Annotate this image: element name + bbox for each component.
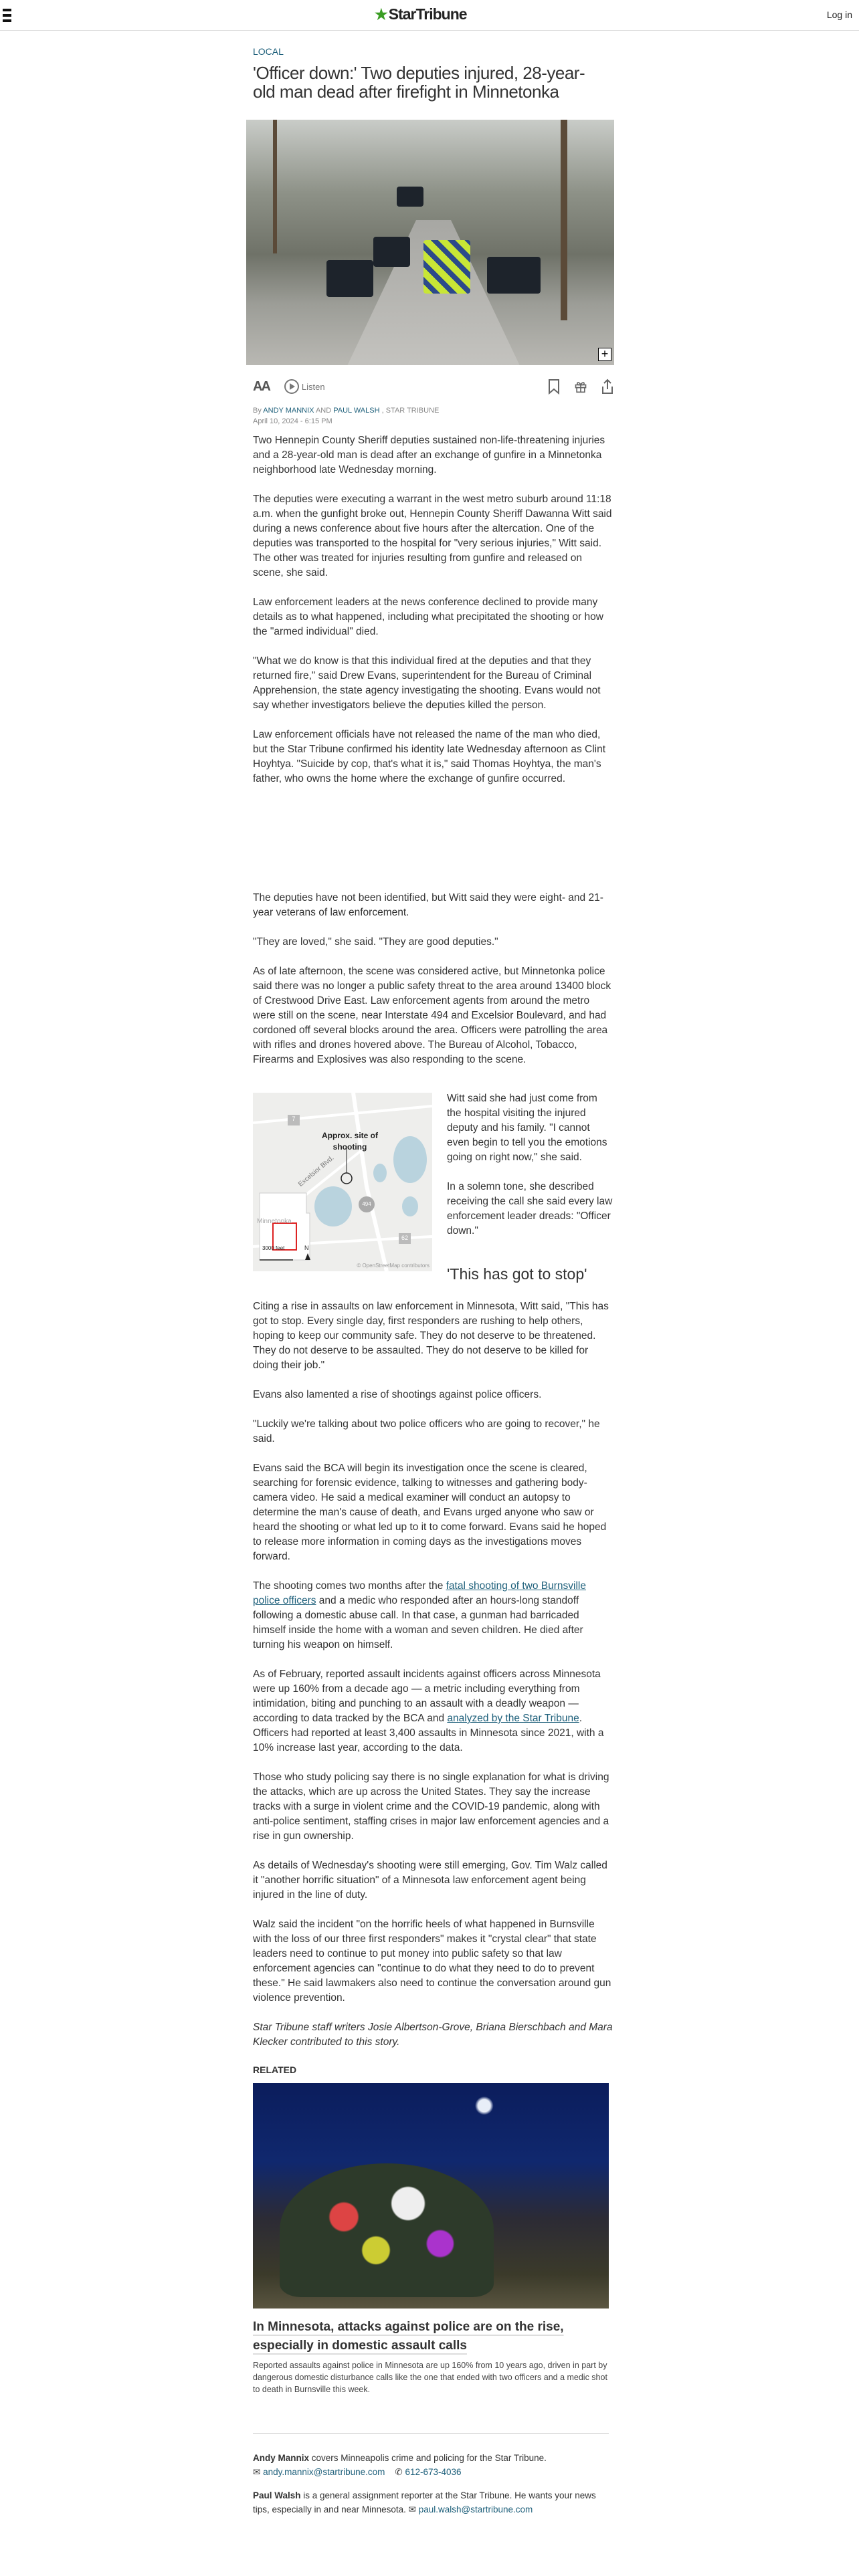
- burnsville-shooting-link[interactable]: fatal shooting of two Burnsville police officers: [253, 1580, 586, 1606]
- section-label[interactable]: LOCAL: [253, 46, 284, 57]
- paragraph: Evans said the BCA will begin its investigation once the scene is cleared, searching for forensic evidence, talking to witnesses and gathering body-camera video. He said a medical examiner will conduct an autopsy to determine the man's cause of death, and Evans urged anyone who saw or heard the shooting or what led up to it to come forward. Evans said he hoped to release more information in coming days as the investigations moves forward.: [253, 1463, 607, 1562]
- byline: By ANDY MANNIX AND PAUL WALSH , STAR TRIBUNE April 10, 2024 - 6:15 PM: [253, 407, 440, 425]
- author-bio: Paul Walsh is a general assignment reporter at the Star Tribune. He wants your news tips, especially in and near Minnesota. ✉ paul.walsh@startribune.com: [253, 2490, 596, 2514]
- article-toolbar: [253, 373, 614, 400]
- top-bar: [0, 0, 859, 31]
- play-icon: [284, 379, 299, 394]
- article-title: 'Officer down:' Two deputies injured, 28-year-old man dead after firefight in Minnetonka: [253, 63, 585, 102]
- paragraph: The deputies have not been identified, but Witt said they were eight- and 21-year veterans of law enforcement.: [253, 892, 603, 918]
- paragraph: As details of Wednesday's shooting were still emerging, Gov. Tim Walz called it "another horrific situation" of a Minnesota law enforcement agent being injured in the line of duty.: [253, 1860, 607, 1901]
- star-icon: ★: [375, 5, 387, 23]
- subheading: 'This has got to stop': [447, 1265, 587, 1283]
- login-link[interactable]: Log in: [826, 9, 852, 20]
- paragraph: As of February, reported assault incidents against officers across Minnesota were up 160% from a decade ago — a metric including everything from intimidation, biting and punching to an assault with a deadly weapon — according to data tracked by the BCA and analyzed by the Star Tribune. Officers had reported at least 3,400 assaults in Minnesota since 2021, with a 10% increase last year, according to the data.: [253, 1669, 604, 1753]
- expand-image-button[interactable]: +: [598, 348, 611, 361]
- paragraph: As of late afternoon, the scene was considered active, but Minnetonka police said there was no longer a public safety threat to the area around 13400 block of Crestwood Drive East. Law enforcement agents from around the metro were still on the scene, near Interstate 494 and Excelsior Boulevard, and had cordoned off several blocks around the area. Officers were patrolling the area with rifles and drones hovered above. The Bureau of Alcohol, Tobacco, Firearms and Explosives was also responding to the scene.: [253, 966, 611, 1065]
- highway-7-label: 7: [292, 1115, 296, 1122]
- article-body: [253, 433, 614, 2050]
- phone-icon: ✆: [395, 2467, 403, 2477]
- author-phone-link[interactable]: 612-673-4036: [405, 2467, 462, 2477]
- paragraph: Walz said the incident "on the horrific heels of what happened in Burnsville with the loss of our three first responders" makes it "crystal clear" that state leaders need to continue to put money into public safety so that law enforcement agencies can "continue to do what they need to do to prevent these." He said lawmakers also need to continue the conversation around gun violence prevention.: [253, 1919, 611, 2004]
- map-credit: © OpenStreetMap contributors: [357, 1263, 430, 1269]
- paragraph: Witt said she had just come from the hospital visiting the injured deputy and his family. "I cannot even begin to tell you the emotions going on right now," she said.: [447, 1093, 607, 1163]
- paragraph: "They are loved," she said. "They are good deputies.": [253, 936, 498, 948]
- highway-494-label: 494: [362, 1201, 371, 1207]
- paragraph: Two Hennepin County Sheriff deputies sustained non-life-threatening injuries and a 28-year-old man is dead after an exchange of gunfire in a Minnetonka neighborhood late Wednesday morning.: [253, 435, 605, 475]
- related-image[interactable]: [253, 2083, 609, 2309]
- related-summary: Reported assaults against police in Minnesota are up 160% from 10 years ago, driven in part by dangerous domestic disturbance calls like the one that ended with two officers and a medic shot to death in Burnsville this week.: [253, 2361, 607, 2394]
- related-article-link[interactable]: In Minnesota, attacks against police are on the rise, especially in domestic assault calls: [253, 2320, 564, 2353]
- publish-date: April 10, 2024 - 6:15 PM: [253, 417, 332, 425]
- paragraph: Law enforcement officials have not released the name of the man who died, but the Star Tribune confirmed his identity late Wednesday afternoon as Clint Hoyhtya. "Suicide by cop, that's what it is," said Thomas Hoyhtya, the man's father, who owns the home where the exchange of gunfire occurred.: [253, 729, 606, 784]
- author-bio: Andy Mannix covers Minneapolis crime and policing for the Star Tribune. ✉ andy.mannix@startribune.com ✆ 612-673-4036: [253, 2453, 547, 2477]
- paragraph: "What we do know is that this individual fired at the deputies and that they returned fire," said Drew Evans, superintendent for the Bureau of Criminal Apprehension, the state agency investigating the shooting. Evans would not say whether investigators believe the deputies killed the person.: [253, 655, 601, 711]
- ad-slot: [253, 801, 614, 891]
- contributors-note: Star Tribune staff writers Josie Albertson-Grove, Briana Bierschbach and Mara Klecker contributed to this story.: [253, 2022, 613, 2048]
- city-label: Minnetonka: [257, 1218, 292, 1225]
- related-heading: RELATED: [253, 2064, 297, 2075]
- paragraph: The shooting comes two months after the fatal shooting of two Burnsville police officers and a medic who responded after an hours-long standoff following a domestic abuse call. In that case, a gunman had barricaded himself inside the home with a woman and seven children. He died after turning his weapon on himself.: [253, 1580, 586, 1650]
- paragraph: Citing a rise in assaults on law enforcement in Minnesota, Witt said, "This has got to stop. Every single day, first responders are rushing to help others, hoping to keep our community safe. They do not deserve to be threatened. They do not deserve to be assaulted. They do not deserve to be killed for doing their job.": [253, 1301, 609, 1371]
- analysis-link[interactable]: analyzed by the Star Tribune: [447, 1713, 579, 1724]
- paragraph: "Luckily we're talking about two police officers who are going to recover," he said.: [253, 1418, 600, 1444]
- text-size-button[interactable]: AA: [253, 379, 270, 394]
- paragraph: Law enforcement leaders at the news conference declined to provide many details as to what happened, including what precipitated the shooting or how the "armed individual" died.: [253, 597, 603, 637]
- paragraph: The deputies were executing a warrant in the west metro suburb around 11:18 a.m. when the gunfight broke out, Hennepin County Sheriff Dawanna Witt said during a news conference about five hours after the altercation. One of the deputies was transported to the hospital for "very serious injuries," Witt said. The other was treated for injuries resulting from gunfire and released on scene, she said.: [253, 494, 612, 578]
- author-email-link[interactable]: paul.walsh@startribune.com: [418, 2504, 533, 2514]
- related-section: [253, 2064, 614, 2395]
- author-link[interactable]: ANDY MANNIX: [263, 407, 314, 415]
- paragraph: Evans also lamented a rise of shootings against police officers.: [253, 1389, 542, 1400]
- paragraph: Those who study policing say there is no single explanation for what is driving the attacks, which are up across the United States. They say the increase tracks with a surge in violent crime and the COVID-19 pandemic, along with anti-police sentiment, staffing crises in major law enforcement agencies and a rise in gun ownership.: [253, 1772, 609, 1842]
- email-icon: ✉: [408, 2504, 416, 2514]
- author-link[interactable]: PAUL WALSH: [333, 407, 380, 415]
- article: [253, 31, 614, 2526]
- paragraph: In a solemn tone, she described receiving the call she said every law enforcement leader dreads: "Officer down.": [447, 1181, 613, 1237]
- share-icon[interactable]: [601, 379, 614, 395]
- gift-icon[interactable]: [574, 379, 587, 395]
- location-map[interactable]: [253, 1093, 432, 1271]
- highway-62-label: 62: [401, 1235, 408, 1241]
- listen-button[interactable]: Listen: [284, 379, 325, 394]
- scale-label: 3000 feet: [262, 1245, 285, 1251]
- bookmark-icon[interactable]: [547, 379, 561, 395]
- north-label: N: [304, 1245, 309, 1251]
- divider: [253, 2433, 609, 2434]
- shooting-site-label: Approx. site of shooting: [321, 1131, 378, 1152]
- menu-icon[interactable]: [3, 9, 11, 22]
- road-label: Excelsior Blvd.: [297, 1154, 336, 1188]
- startribune-logo[interactable]: ★ StarTribune: [375, 5, 467, 23]
- email-icon: ✉: [253, 2467, 261, 2477]
- author-email-link[interactable]: andy.mannix@startribune.com: [263, 2467, 385, 2477]
- hero-image[interactable]: [246, 120, 614, 365]
